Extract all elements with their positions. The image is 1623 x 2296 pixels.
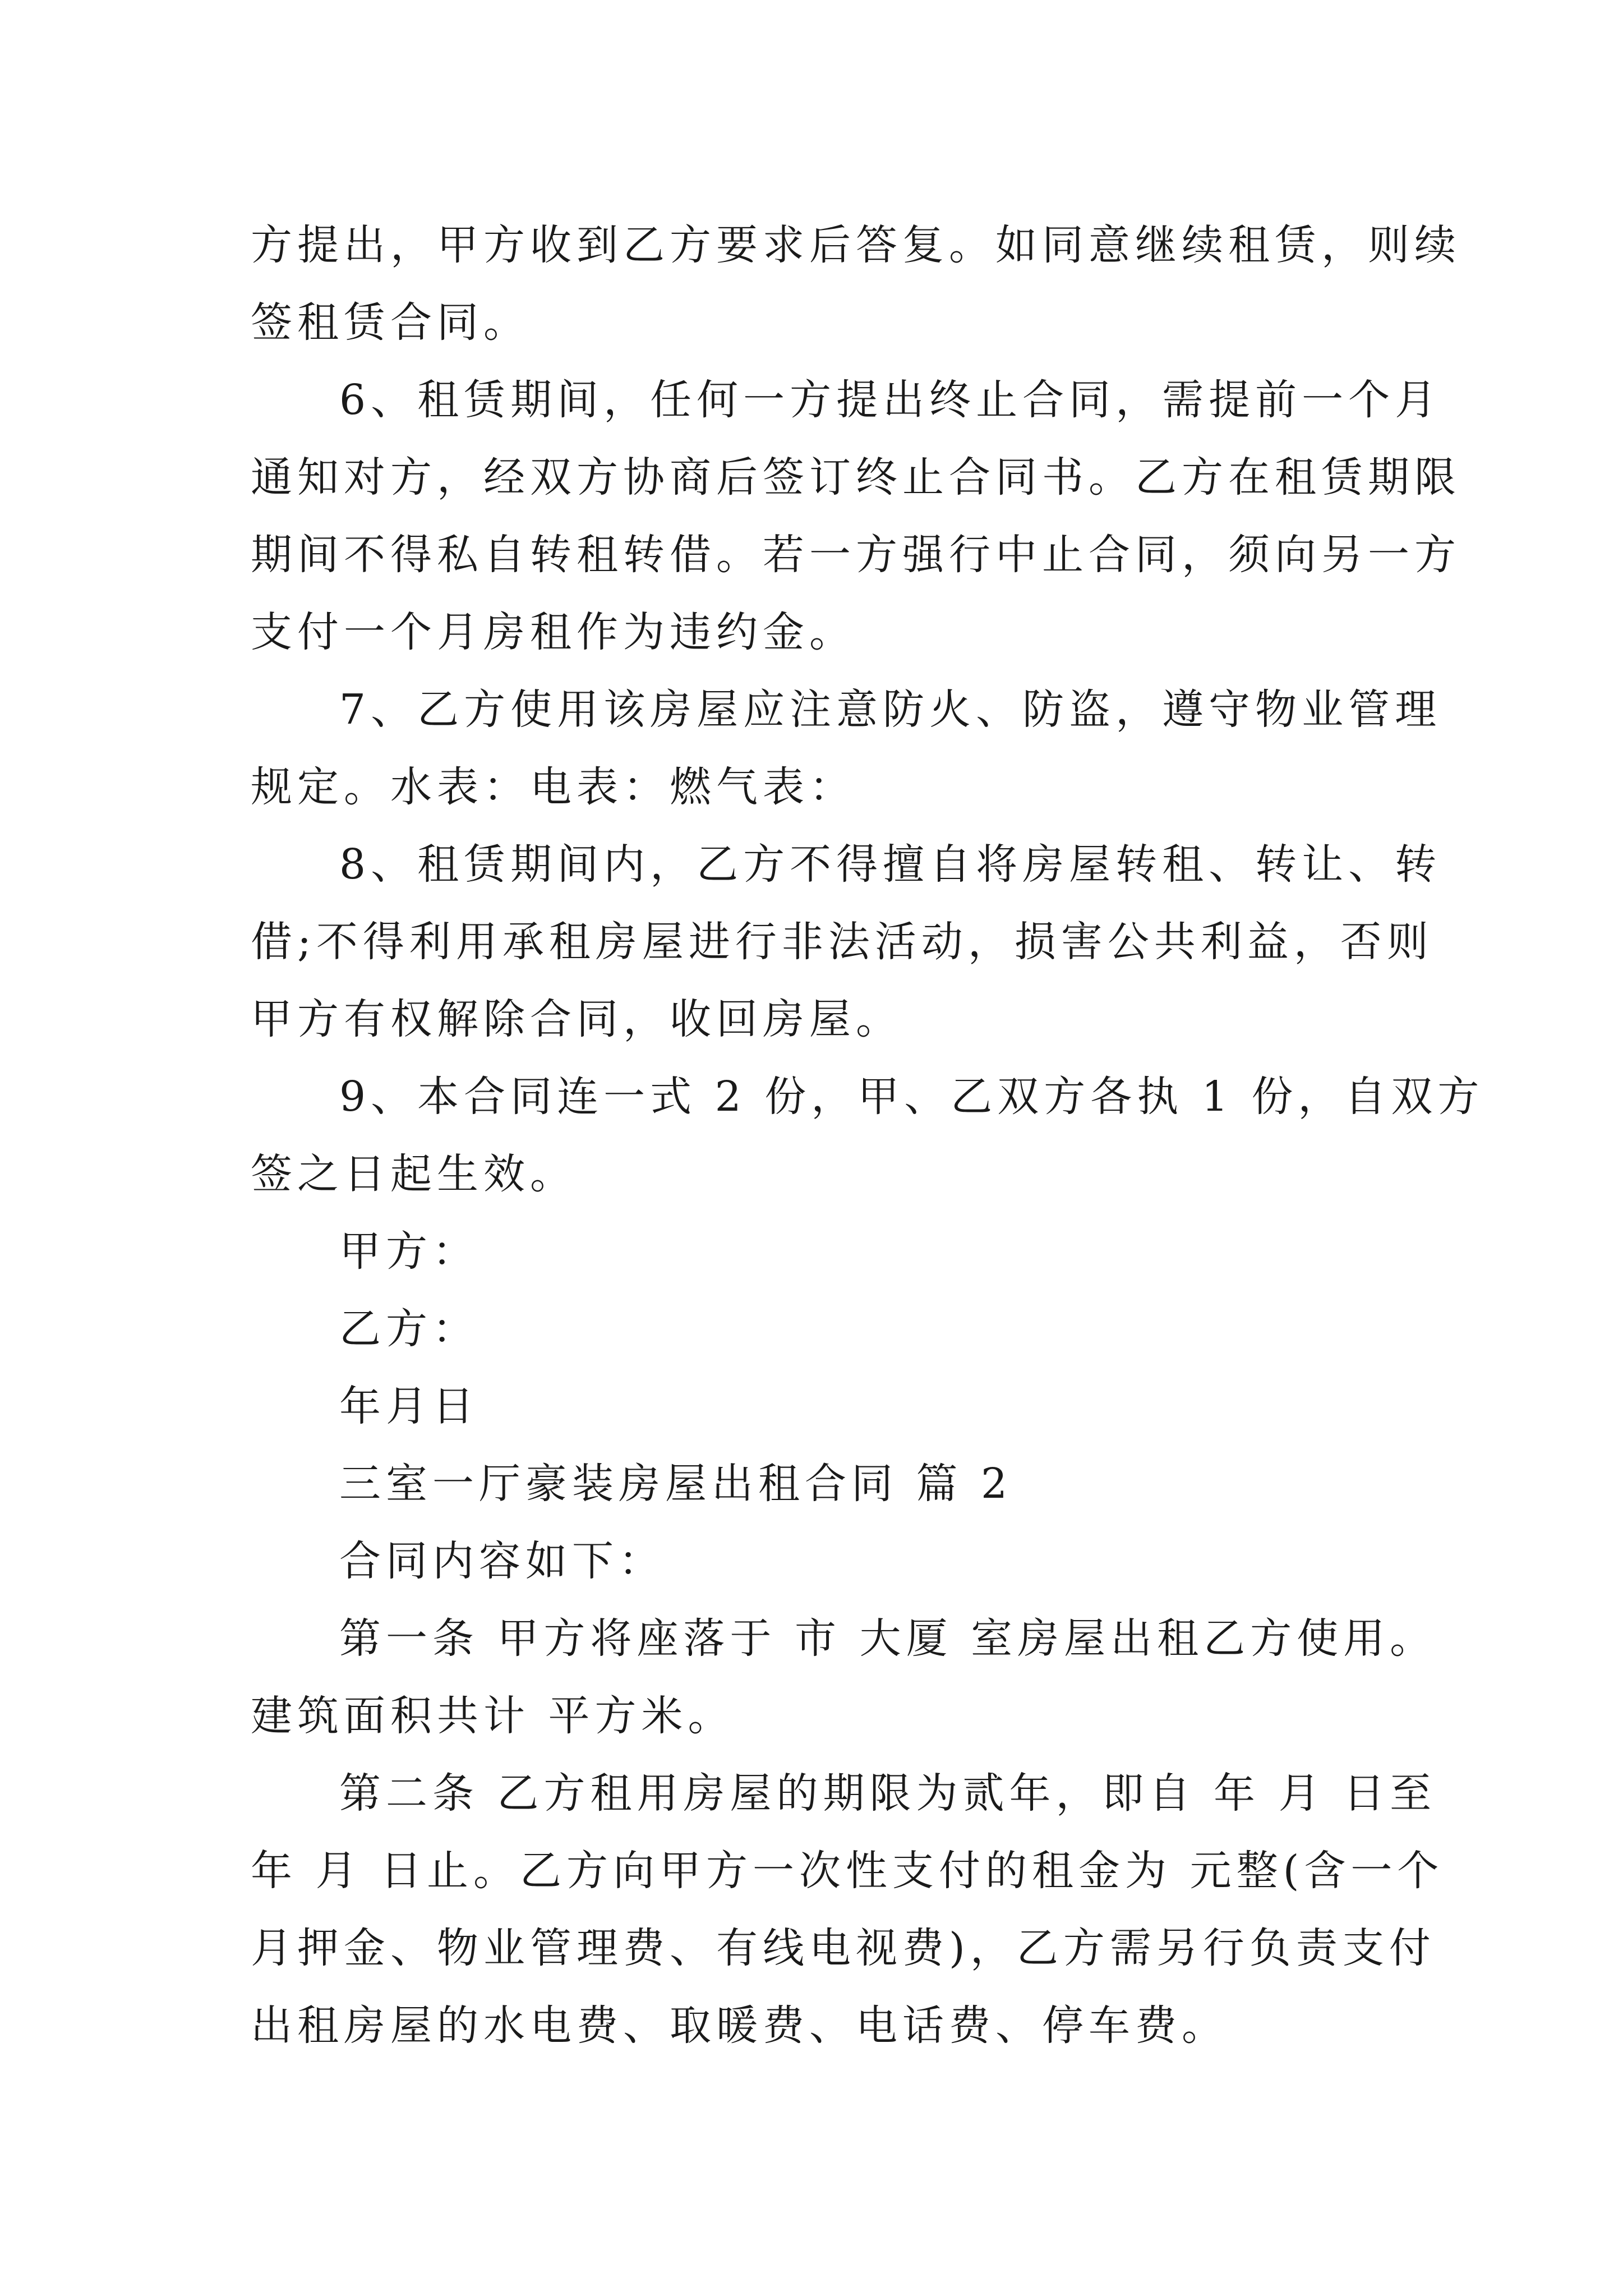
text-line: 期间不得私自转租转借。若一方强行中止合同，须向另一方 bbox=[251, 531, 1461, 579]
text-line: 出租房屋的水电费、取暖费、电话费、停车费。 bbox=[251, 2001, 1228, 2050]
article-2-line: 第二条 乙方租用房屋的期限为贰年，即自 年 月 日至 bbox=[339, 1769, 1437, 1818]
text-line: 建筑面积共计 平方米。 bbox=[251, 1692, 735, 1740]
text-line: 年 月 日止。乙方向甲方一次性支付的租金为 元整(含一个 bbox=[251, 1847, 1444, 1895]
signature-date: 年月日 bbox=[339, 1382, 479, 1430]
article-1-line: 第一条 甲方将座落于 市 大厦 室房屋出租乙方使用。 bbox=[339, 1614, 1437, 1663]
text-line: 借;不得利用承租房屋进行非法活动，损害公共利益，否则 bbox=[251, 918, 1433, 966]
clause-7-line: 7、乙方使用该房屋应注意防火、防盗，遵守物业管理 bbox=[339, 685, 1442, 734]
text-line: 签租赁合同。 bbox=[251, 298, 530, 347]
clause-8-line: 8、租赁期间内，乙方不得擅自将房屋转租、转让、转 bbox=[339, 840, 1442, 889]
text-line: 通知对方，经双方协商后签订终止合同书。乙方在租赁期限 bbox=[251, 453, 1461, 501]
clause-6-line: 6、租赁期间，任何一方提出终止合同，需提前一个月 bbox=[339, 376, 1442, 424]
section-intro: 合同内容如下： bbox=[339, 1537, 665, 1585]
text-line: 支付一个月房租作为违约金。 bbox=[251, 608, 856, 656]
text-line: 甲方有权解除合同，收回房屋。 bbox=[251, 995, 902, 1043]
party-a-signature: 甲方： bbox=[339, 1227, 479, 1276]
text-line: 方提出，甲方收到乙方要求后答复。如同意继续租赁，则续 bbox=[251, 221, 1461, 269]
party-b-signature: 乙方： bbox=[339, 1305, 479, 1353]
text-line: 月押金、物业管理费、有线电视费)，乙方需另行负责支付 bbox=[251, 1924, 1436, 1972]
document-body bbox=[251, 206, 1484, 2064]
clause-9-line: 9、本合同连一式 2 份，甲、乙双方各执 1 份，自双方 bbox=[339, 1073, 1484, 1121]
text-line: 规定。水表：电表：燃气表： bbox=[251, 763, 856, 811]
text-line: 签之日起生效。 bbox=[251, 1150, 577, 1198]
section-heading: 三室一厅豪装房屋出租合同 篇 2 bbox=[339, 1460, 1013, 1508]
